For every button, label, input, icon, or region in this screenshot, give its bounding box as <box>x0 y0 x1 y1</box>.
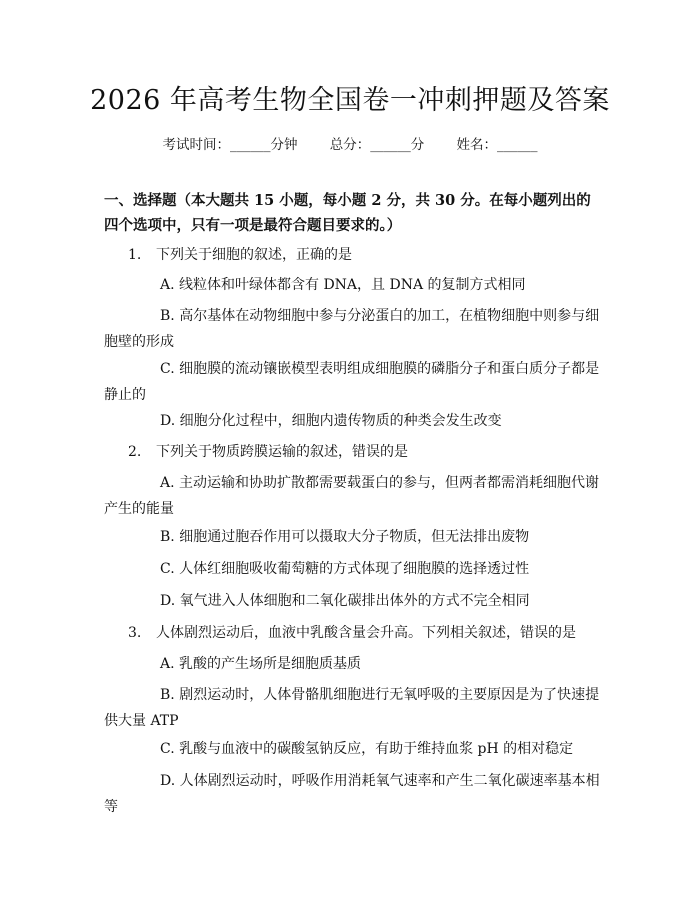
section-heading: 一、选择题（本大题共 15 小题，每小题 2 分，共 30 分。在每小题列出的四个选项中，只有一项是最符合题目要求的。） <box>104 192 591 234</box>
total-score-field: 总分：______分 <box>329 137 425 153</box>
q1-option-d: D. 细胞分化过程中，细胞内遗传物质的种类会发生改变 <box>160 413 502 429</box>
exam-meta <box>0 133 700 153</box>
q1-option-a: A. 线粒体和叶绿体都含有 DNA，且 DNA 的复制方式相同 <box>160 277 526 293</box>
q1-option-c: C. 细胞膜的流动镶嵌模型表明组成细胞膜的磷脂分子和蛋白质分子都是静止的 <box>104 361 600 403</box>
question-text: 下列关于细胞的叙述，正确的是 <box>156 247 352 263</box>
exam-time-field: 考试时间：______分钟 <box>162 137 298 153</box>
question-2-stem <box>104 439 604 465</box>
question-number: 2. <box>128 444 142 460</box>
q2-option-c: C. 人体红细胞吸收葡萄糖的方式体现了细胞膜的选择透过性 <box>160 561 530 577</box>
question-3-stem <box>104 620 604 646</box>
question-number: 1. <box>128 247 142 263</box>
student-name-field: 姓名：______ <box>456 137 538 153</box>
q2-option-b: B. 细胞通过胞吞作用可以摄取大分子物质，但无法排出废物 <box>160 529 530 545</box>
q3-option-a: A. 乳酸的产生场所是细胞质基质 <box>160 656 362 672</box>
q1-option-b: B. 高尔基体在动物细胞中参与分泌蛋白的加工，在植物细胞中则参与细胞壁的形成 <box>104 308 600 350</box>
q3-option-b: B. 剧烈运动时，人体骨骼肌细胞进行无氧呼吸的主要原因是为了快速提供大量 ATP <box>104 687 600 729</box>
page-title: 2026 年高考生物全国卷一冲刺押题及答案 <box>90 85 610 116</box>
question-text: 下列关于物质跨膜运输的叙述，错误的是 <box>156 444 408 460</box>
q3-option-d: D. 人体剧烈运动时，呼吸作用消耗氧气速率和产生二氧化碳速率基本相等 <box>104 773 600 815</box>
question-1-stem <box>104 242 604 268</box>
question-text: 人体剧烈运动后，血液中乳酸含量会升高。下列相关叙述，错误的是 <box>156 625 576 641</box>
q2-option-d: D. 氧气进入人体细胞和二氧化碳排出体外的方式不完全相同 <box>160 593 530 609</box>
q3-option-c: C. 乳酸与血液中的碳酸氢钠反应，有助于维持血浆 pH 的相对稳定 <box>160 741 574 757</box>
q2-option-a: A. 主动运输和协助扩散都需要载蛋白的参与，但两者都需消耗细胞代谢产生的能量 <box>104 475 600 517</box>
question-number: 3. <box>128 625 142 641</box>
